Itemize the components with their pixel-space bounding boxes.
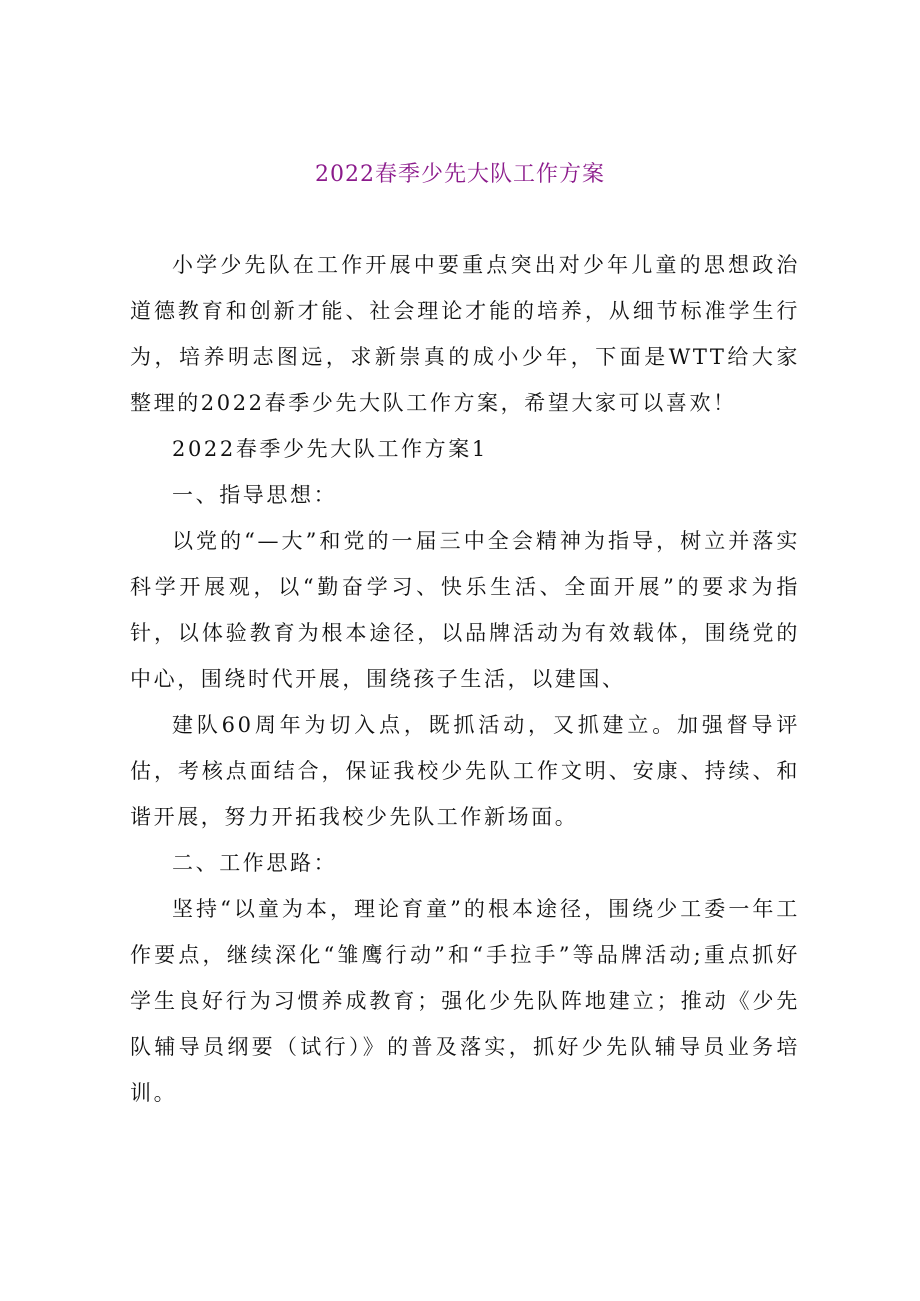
plan-heading: 2022春季少先大队工作方案1 xyxy=(172,437,488,461)
work-approach-paragraph: 坚持“以童为本，理论育童”的根本途径，围绕少工委一年工作要点，继续深化“雏鹰行动”和“手拉手”等品牌活动;重点抓好学生良好行为习惯养成教育；强化少先队阵地建立；推动《少先队辅导员纲要（试行）》的普及落实，抓好少先队辅导员业务培训。 xyxy=(130,897,800,1105)
section-heading-guiding-ideology: 一、指导思想： xyxy=(172,483,338,507)
intro-paragraph: 小学少先队在工作开展中要重点突出对少年儿童的思想政治道德教育和创新才能、社会理论才能的培养，从细节标准学生行为，培养明志图远，求新崇真的成小少年，下面是WTT给大家整理的2022春季少先大队工作方案，希望大家可以喜欢！ xyxy=(130,253,800,415)
document-title: 2022春季少先大队工作方案 xyxy=(315,162,605,187)
document-body xyxy=(130,242,800,1116)
section-heading-work-approach: 二、工作思路： xyxy=(172,851,338,875)
guiding-ideology-continuation: 建队60周年为切入点，既抓活动，又抓建立。加强督导评估，考核点面结合，保证我校少先队工作文明、安康、持续、和谐开展，努力开拓我校少先队工作新场面。 xyxy=(130,713,800,829)
guiding-ideology-paragraph: 以党的“—大”和党的一届三中全会精神为指导，树立并落实科学开展观，以“勤奋学习、快乐生活、全面开展”的要求为指针，以体验教育为根本途径，以品牌活动为有效载体，围绕党的中心，围绕时代开展，围绕孩子生活，以建国、 xyxy=(130,529,800,691)
